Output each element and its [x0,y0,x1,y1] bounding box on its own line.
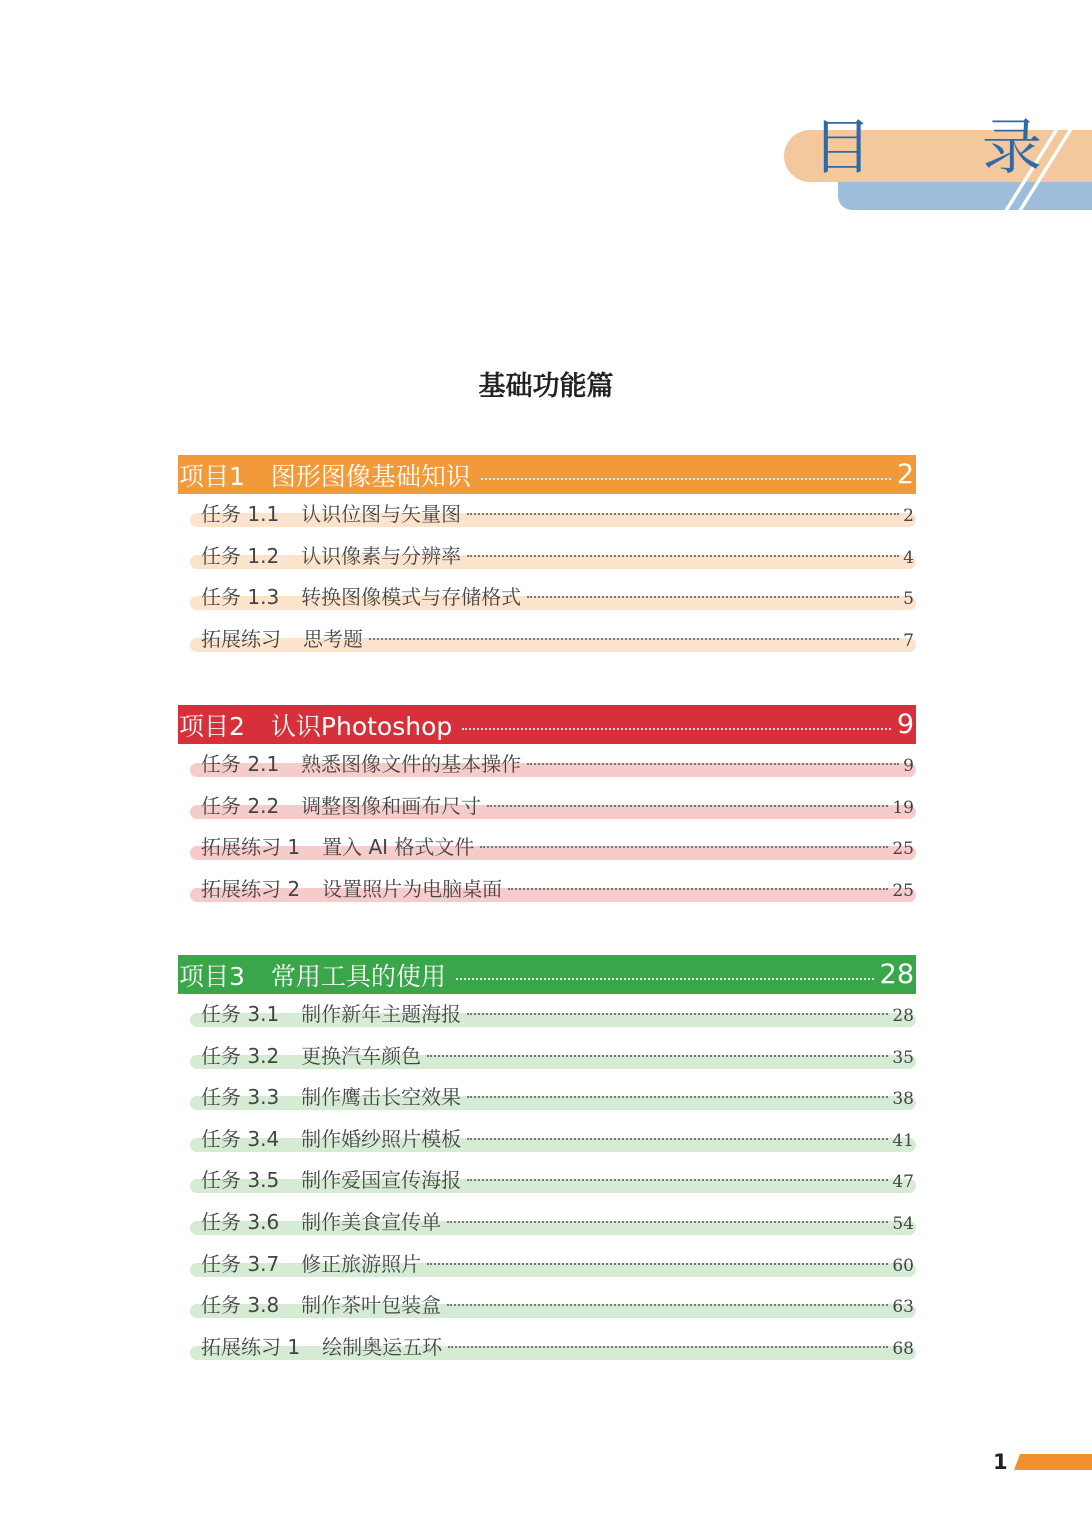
toc-banner [0,0,1092,240]
leader-dots [467,1138,888,1140]
project-title: 认识Photoshop [270,711,453,741]
banner-blue-stripe [838,182,1092,210]
page-number-bar [1014,1454,1092,1470]
toc-title-char: 目 [812,113,872,183]
leader-dots [462,728,891,730]
project-page: 28 [879,959,914,990]
row-label: 拓展练习 1 [201,835,301,860]
row-title: 调整图像和画布尺寸 [301,793,482,818]
project-label: 项目2 [179,711,245,741]
leader-dots [467,513,899,515]
leader-dots [427,1263,888,1265]
row-label: 任务 2.1 [201,752,280,776]
leader-dots [456,978,874,980]
row-page: 63 [892,1297,914,1318]
row-title: 制作爱国宣传海报 [301,1168,462,1193]
row-title: 思考题 [303,626,363,651]
toc-row[interactable] [178,744,916,786]
row-label: 任务 3.4 [201,1126,280,1151]
row-page: 5 [903,589,914,610]
row-label: 任务 3.5 [201,1168,280,1193]
row-label: 任务 3.6 [201,1209,280,1234]
leader-dots [467,1096,888,1098]
row-title: 修正旅游照片 [301,1251,422,1276]
toc-row[interactable] [178,1119,916,1161]
row-title: 设置照片为电脑桌面 [322,876,503,901]
row-page: 25 [892,880,914,901]
project-page: 9 [896,709,914,740]
row-label: 任务 1.1 [201,502,280,526]
toc-row[interactable] [178,1244,916,1286]
toc-title-char: 录 [982,113,1042,183]
row-page: 54 [892,1213,914,1234]
row-page: 68 [892,1338,914,1359]
row-page: 28 [892,1006,914,1026]
toc-row[interactable] [178,494,916,536]
leader-dots [481,478,891,480]
project-section [178,705,916,910]
toc-row[interactable] [178,1285,916,1327]
row-title: 置入 AI 格式文件 [322,835,475,860]
row-title: 制作美食宣传单 [301,1209,442,1234]
part-title: 基础功能篇 [478,371,614,402]
toc-row[interactable] [178,1077,916,1119]
row-page: 4 [903,547,914,568]
row-label: 任务 3.1 [201,1002,280,1026]
row-page: 9 [903,756,914,776]
row-label: 任务 3.7 [201,1251,280,1276]
row-title: 认识像素与分辨率 [301,543,462,568]
row-title: 制作婚纱照片模板 [301,1126,462,1151]
row-title: 绘制奥运五环 [322,1334,443,1359]
leader-dots [480,846,888,848]
project-heading[interactable] [178,955,916,994]
leader-dots [487,805,888,807]
project-title: 图形图像基础知识 [270,461,471,491]
toc-row[interactable] [178,1160,916,1202]
row-title: 熟悉图像文件的基本操作 [301,752,522,776]
row-label: 任务 3.8 [201,1293,280,1318]
row-page: 35 [892,1047,914,1068]
row-page: 47 [892,1172,914,1193]
page-number: 1 [993,1450,1008,1474]
leader-dots [467,555,899,557]
project-heading[interactable] [178,455,916,494]
row-title: 转换图像模式与存储格式 [301,585,522,610]
leader-dots [448,1346,888,1348]
row-label: 任务 2.2 [201,793,280,818]
toc-row[interactable] [178,994,916,1036]
leader-dots [467,1179,888,1181]
row-page: 60 [892,1255,914,1276]
leader-dots [527,763,899,765]
row-title: 制作茶叶包装盒 [301,1293,442,1318]
toc-row[interactable] [178,577,916,619]
project-label: 项目3 [179,961,245,991]
toc-row[interactable] [178,619,916,661]
row-label: 任务 1.2 [201,543,280,568]
toc-row[interactable] [178,786,916,828]
row-page: 19 [892,797,914,818]
row-page: 38 [892,1089,914,1110]
toc-row[interactable] [178,1327,916,1369]
project-section [178,455,916,660]
row-page: 41 [892,1130,914,1151]
row-page: 7 [903,630,914,651]
row-label: 任务 3.3 [201,1085,280,1110]
leader-dots [467,1013,888,1015]
row-title: 更换汽车颜色 [301,1043,422,1068]
toc-row[interactable] [178,827,916,869]
leader-dots [447,1304,888,1306]
leader-dots [427,1055,888,1057]
toc-row[interactable] [178,536,916,578]
toc-row[interactable] [178,1036,916,1078]
toc-title [812,100,1042,186]
leader-dots [447,1221,888,1223]
row-title: 制作新年主题海报 [301,1002,462,1026]
row-label: 拓展练习 1 [201,1334,301,1359]
leader-dots [508,888,888,890]
leader-dots [369,638,899,640]
project-page: 2 [896,459,914,490]
row-title: 认识位图与矢量图 [301,502,462,526]
row-label: 拓展练习 2 [201,876,301,901]
toc-row[interactable] [178,1202,916,1244]
toc-row[interactable] [178,869,916,911]
row-page: 2 [903,506,914,526]
row-page: 25 [892,839,914,860]
project-label: 项目1 [179,461,245,491]
project-section [178,955,916,1368]
row-title: 制作鹰击长空效果 [301,1085,462,1110]
row-label: 任务 1.3 [201,585,280,610]
project-heading[interactable] [178,705,916,744]
project-title: 常用工具的使用 [270,961,446,991]
row-label: 任务 3.2 [201,1043,280,1068]
row-label: 拓展练习 [201,626,281,651]
leader-dots [527,596,899,598]
